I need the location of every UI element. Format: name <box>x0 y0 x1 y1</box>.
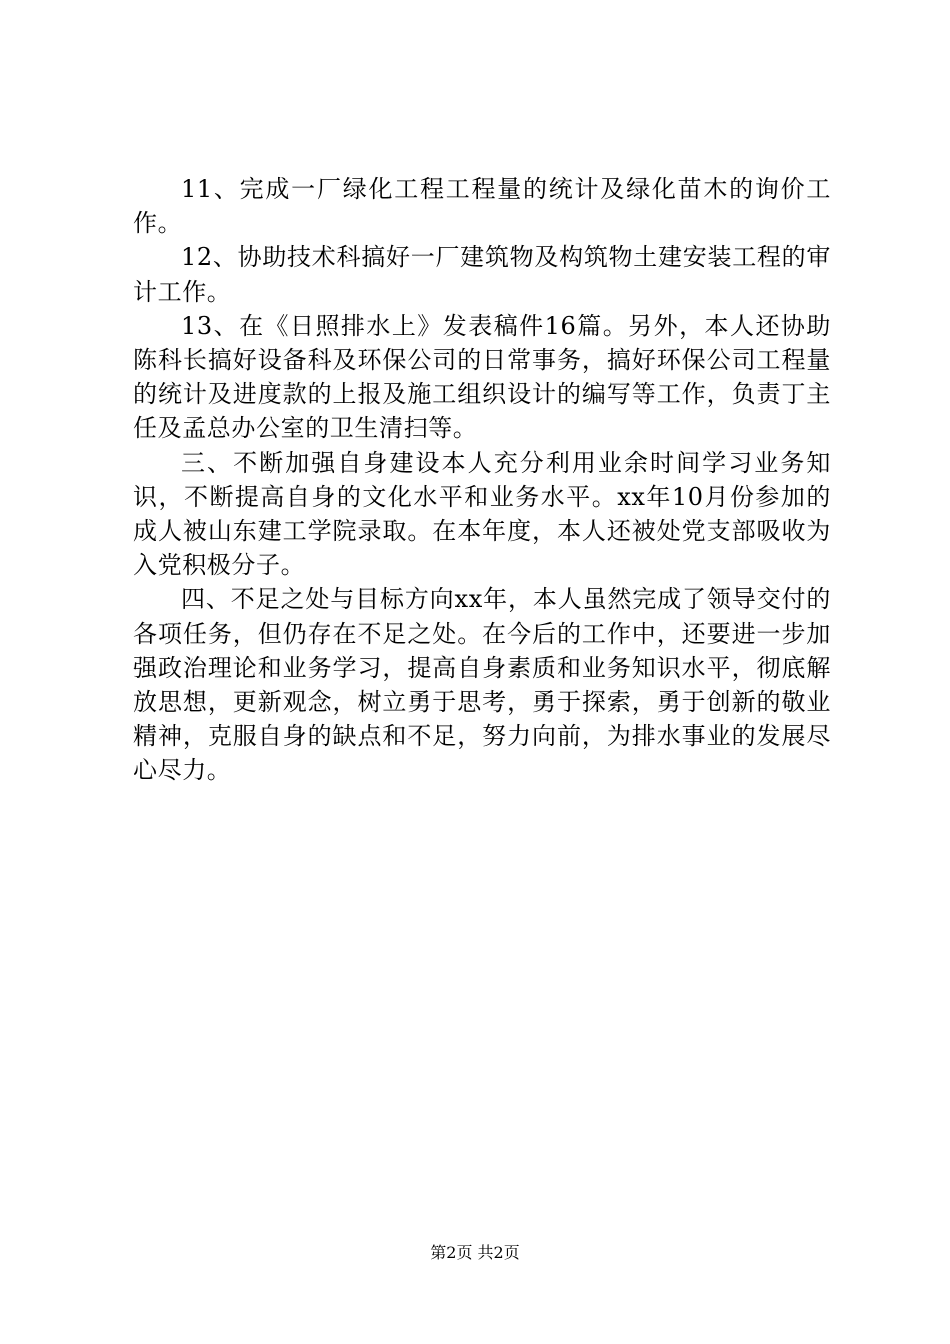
paragraph-item-12: 12、协助技术科搞好一厂建筑物及构筑物土建安装工程的审计工作。 <box>133 243 831 306</box>
document-body <box>133 172 831 788</box>
paragraph-section-four: 四、不足之处与目标方向xx年，本人虽然完成了领导交付的各项任务，但仍存在不足之处。在今后的工作中，还要进一步加强政治理论和业务学习，提高自身素质和业务知识水平，彻底解放思想，更新观念，树立勇于思考，勇于探索，勇于创新的敬业精神，克服自身的缺点和不足，努力向前，为排水事业的发展尽心尽力。 <box>133 585 831 785</box>
paragraph-item-13: 13、在《日照排水上》发表稿件16篇。另外，本人还协助陈科长搞好设备科及环保公司的日常事务，搞好环保公司工程量的统计及进度款的上报及施工组织设计的编写等工作，负责丁主任及孟总办公室的卫生清扫等。 <box>133 311 831 443</box>
paragraph-item-11: 11、完成一厂绿化工程工程量的统计及绿化苗木的询价工作。 <box>133 175 831 238</box>
paragraph-section-three: 三、不断加强自身建设本人充分利用业余时间学习业务知识，不断提高自身的文化水平和业务水平。xx年10月份参加的成人被山东建工学院录取。在本年度，本人还被处党支部吸收为入党积极分子。 <box>133 448 831 580</box>
page-number-footer: 第2页 共2页 <box>430 1243 520 1262</box>
